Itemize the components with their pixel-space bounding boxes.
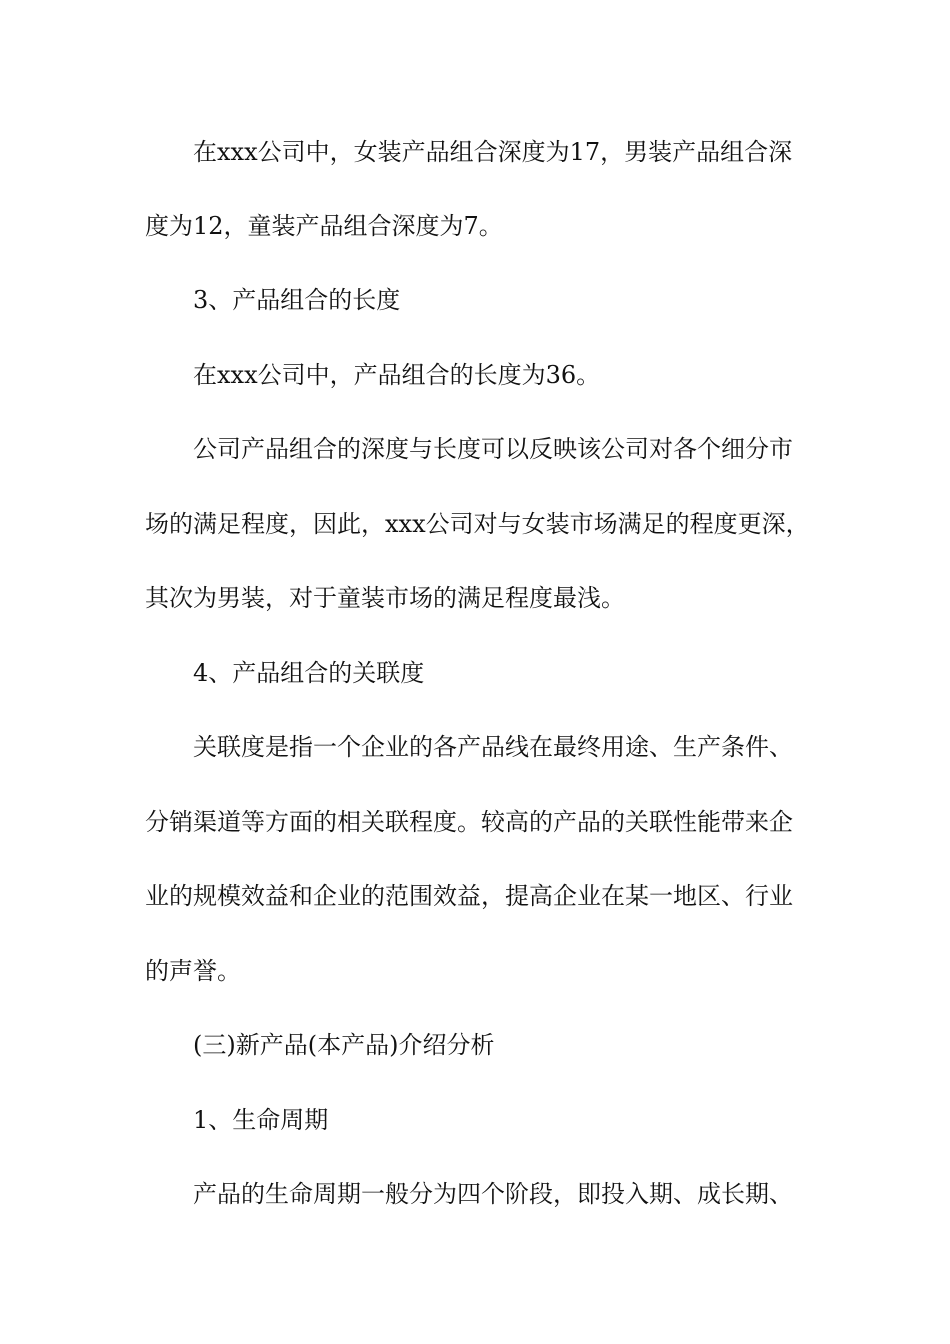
paragraph-line: 的声誉。 — [145, 957, 241, 985]
section-heading: 4、产品组合的关联度 — [193, 659, 425, 687]
paragraph-line: 公司产品组合的深度与长度可以反映该公司对各个细分市 — [193, 435, 793, 463]
paragraph-line: 在xxx公司中，产品组合的长度为36。 — [193, 361, 601, 389]
paragraph-line: 分销渠道等方面的相关联程度。较高的产品的关联性能带来企 — [145, 808, 793, 836]
paragraph-line: 业的规模效益和企业的范围效益，提高企业在某一地区、行业 — [145, 882, 793, 910]
paragraph-line: 在xxx公司中，女装产品组合深度为17，男装产品组合深 — [193, 138, 793, 166]
paragraph-line: 产品的生命周期一般分为四个阶段，即投入期、成长期、 — [193, 1180, 793, 1208]
section-heading: 1、生命周期 — [193, 1106, 329, 1134]
paragraph-line: 场的满足程度，因此，xxx公司对与女装市场满足的程度更深， — [145, 510, 810, 538]
paragraph-line: 关联度是指一个企业的各产品线在最终用途、生产条件、 — [193, 733, 793, 761]
paragraph-line: 度为12，童装产品组合深度为7。 — [145, 212, 503, 240]
section-heading: (三)新产品(本产品)介绍分析 — [193, 1031, 495, 1059]
paragraph-line: 其次为男装，对于童装市场的满足程度最浅。 — [145, 584, 625, 612]
section-heading: 3、产品组合的长度 — [193, 286, 401, 314]
